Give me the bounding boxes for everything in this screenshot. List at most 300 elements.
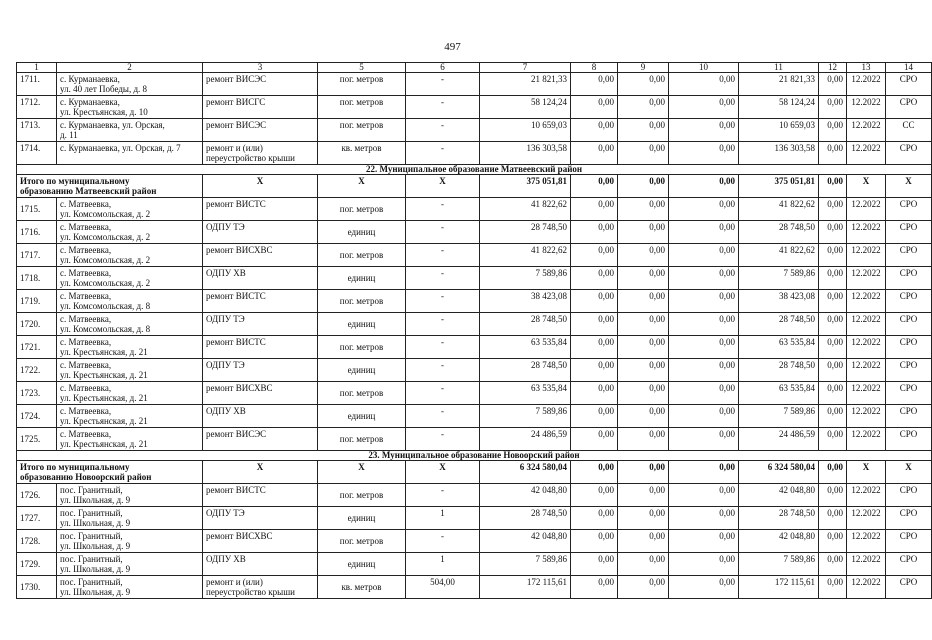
row-number: 1729. <box>17 553 57 576</box>
housing-repair-table <box>16 62 932 599</box>
row-col12: 0,00 <box>819 119 847 142</box>
address-line: ул. Крестьянская, д. 21 <box>60 370 148 380</box>
address-line: ул. Комсомольская, д. 8 <box>60 324 151 334</box>
table-row <box>17 507 932 530</box>
column-header: 1 <box>17 63 57 73</box>
section-title-row <box>17 451 932 461</box>
row-col8: 0,00 <box>571 267 618 290</box>
row-col10: 0,00 <box>669 576 739 599</box>
row-quantity: - <box>406 73 480 96</box>
row-method: СРО <box>886 313 932 336</box>
row-unit: пог. метров <box>318 484 406 507</box>
row-total-cost: 41 822,62 <box>480 198 571 221</box>
row-unit: единиц <box>318 359 406 382</box>
row-address <box>57 382 203 405</box>
row-total-cost: 136 303,58 <box>480 142 571 165</box>
row-work-type <box>203 198 318 221</box>
address-line: ул. Школьная, д. 9 <box>60 495 131 505</box>
row-col12: 0,00 <box>819 359 847 382</box>
row-col12: 0,00 <box>819 507 847 530</box>
row-quantity: - <box>406 530 480 553</box>
total-x: Х <box>886 461 932 484</box>
row-col12: 0,00 <box>819 405 847 428</box>
row-work-type <box>203 382 318 405</box>
total-col10: 0,00 <box>669 461 739 484</box>
row-method: СРО <box>886 336 932 359</box>
row-work-type <box>203 336 318 359</box>
row-number: 1721. <box>17 336 57 359</box>
row-unit: единиц <box>318 405 406 428</box>
row-quantity: - <box>406 290 480 313</box>
row-address <box>57 221 203 244</box>
row-quantity: 1 <box>406 507 480 530</box>
row-completion-date: 12.2022 <box>847 382 886 405</box>
row-completion-date: 12.2022 <box>847 530 886 553</box>
row-method: СРО <box>886 530 932 553</box>
table-row <box>17 428 932 451</box>
row-col9: 0,00 <box>618 221 669 244</box>
row-col11: 7 589,86 <box>739 553 819 576</box>
table-body <box>17 63 932 599</box>
row-number: 1724. <box>17 405 57 428</box>
total-col11: 6 324 580,04 <box>739 461 819 484</box>
work-type-line: ОДПУ ХВ <box>206 406 246 416</box>
row-work-type <box>203 405 318 428</box>
work-type-line: ремонт ВИСТС <box>206 485 266 495</box>
row-col12: 0,00 <box>819 313 847 336</box>
row-col11: 7 589,86 <box>739 405 819 428</box>
address-line: с. Матвеевка, <box>60 199 112 209</box>
address-line: с. Матвеевка, <box>60 222 112 232</box>
total-label <box>17 461 203 484</box>
table-row <box>17 221 932 244</box>
row-number: 1723. <box>17 382 57 405</box>
row-col10: 0,00 <box>669 119 739 142</box>
row-col12: 0,00 <box>819 221 847 244</box>
address-line: с. Курманаевка, <box>60 74 120 84</box>
row-col11: 21 821,33 <box>739 73 819 96</box>
row-number: 1715. <box>17 198 57 221</box>
work-type-line: ремонт ВИСХВС <box>206 383 273 393</box>
row-col9: 0,00 <box>618 142 669 165</box>
row-work-type <box>203 96 318 119</box>
address-line: ул. 40 лет Победы, д. 8 <box>60 84 148 94</box>
row-col12: 0,00 <box>819 142 847 165</box>
row-col10: 0,00 <box>669 198 739 221</box>
row-method: СРО <box>886 382 932 405</box>
row-total-cost: 42 048,80 <box>480 530 571 553</box>
row-total-cost: 21 821,33 <box>480 73 571 96</box>
work-type-line: ОДПУ ХВ <box>206 268 246 278</box>
row-completion-date: 12.2022 <box>847 267 886 290</box>
row-col10: 0,00 <box>669 290 739 313</box>
row-unit: пог. метров <box>318 382 406 405</box>
row-col10: 0,00 <box>669 267 739 290</box>
row-completion-date: 12.2022 <box>847 142 886 165</box>
row-col10: 0,00 <box>669 484 739 507</box>
row-col8: 0,00 <box>571 405 618 428</box>
table-row <box>17 382 932 405</box>
row-work-type <box>203 221 318 244</box>
row-address <box>57 359 203 382</box>
row-quantity: - <box>406 244 480 267</box>
row-address <box>57 244 203 267</box>
row-col12: 0,00 <box>819 244 847 267</box>
address-line: ул. Крестьянская, д. 21 <box>60 439 148 449</box>
total-label-line: образованию Новоорский район <box>20 472 152 482</box>
row-method: СРО <box>886 405 932 428</box>
section-total-row <box>17 461 932 484</box>
work-type-line: ОДПУ ТЭ <box>206 314 245 324</box>
address-line: с. Курманаевка, <box>60 97 120 107</box>
row-col8: 0,00 <box>571 484 618 507</box>
row-col8: 0,00 <box>571 530 618 553</box>
row-col11: 28 748,50 <box>739 359 819 382</box>
row-address <box>57 313 203 336</box>
row-work-type <box>203 507 318 530</box>
total-label-line: Итого по муниципальному <box>20 176 130 186</box>
total-x: Х <box>318 175 406 198</box>
row-col10: 0,00 <box>669 428 739 451</box>
address-line: пос. Гранитный, <box>60 531 123 541</box>
work-type-line: ремонт ВИСХВС <box>206 245 273 255</box>
row-method: СРО <box>886 428 932 451</box>
row-col11: 28 748,50 <box>739 313 819 336</box>
row-col11: 28 748,50 <box>739 507 819 530</box>
table-row <box>17 290 932 313</box>
row-quantity: 504,00 <box>406 576 480 599</box>
row-unit: пог. метров <box>318 290 406 313</box>
column-header: 7 <box>480 63 571 73</box>
row-col8: 0,00 <box>571 336 618 359</box>
table-row <box>17 96 932 119</box>
row-col9: 0,00 <box>618 484 669 507</box>
row-col12: 0,00 <box>819 428 847 451</box>
row-col8: 0,00 <box>571 198 618 221</box>
row-col11: 42 048,80 <box>739 530 819 553</box>
work-type-line: ремонт и (или) <box>206 143 263 153</box>
row-unit: единиц <box>318 553 406 576</box>
row-method: СРО <box>886 198 932 221</box>
row-completion-date: 12.2022 <box>847 96 886 119</box>
address-line: ул. Комсомольская, д. 2 <box>60 278 151 288</box>
table-row <box>17 484 932 507</box>
row-total-cost: 58 124,24 <box>480 96 571 119</box>
row-col8: 0,00 <box>571 244 618 267</box>
row-unit: пог. метров <box>318 73 406 96</box>
row-address <box>57 267 203 290</box>
row-col11: 41 822,62 <box>739 244 819 267</box>
row-col11: 38 423,08 <box>739 290 819 313</box>
row-method: СРО <box>886 484 932 507</box>
row-completion-date: 12.2022 <box>847 428 886 451</box>
column-header: 8 <box>571 63 618 73</box>
work-type-line: ОДПУ ХВ <box>206 554 246 564</box>
table-row <box>17 267 932 290</box>
row-col9: 0,00 <box>618 405 669 428</box>
row-method: СРО <box>886 290 932 313</box>
row-completion-date: 12.2022 <box>847 119 886 142</box>
row-col8: 0,00 <box>571 428 618 451</box>
total-col9: 0,00 <box>618 175 669 198</box>
row-col8: 0,00 <box>571 576 618 599</box>
row-total-cost: 41 822,62 <box>480 244 571 267</box>
row-work-type <box>203 142 318 165</box>
address-line: ул. Школьная, д. 9 <box>60 541 131 551</box>
row-method: СРО <box>886 142 932 165</box>
table-row <box>17 576 932 599</box>
row-col10: 0,00 <box>669 336 739 359</box>
column-header: 2 <box>57 63 203 73</box>
row-number: 1718. <box>17 267 57 290</box>
row-quantity: - <box>406 336 480 359</box>
row-col11: 172 115,61 <box>739 576 819 599</box>
row-total-cost: 10 659,03 <box>480 119 571 142</box>
row-number: 1716. <box>17 221 57 244</box>
address-line: ул. Комсомольская, д. 2 <box>60 255 151 265</box>
row-number: 1727. <box>17 507 57 530</box>
row-unit: пог. метров <box>318 198 406 221</box>
row-total-cost: 28 748,50 <box>480 313 571 336</box>
row-address <box>57 142 203 165</box>
row-completion-date: 12.2022 <box>847 290 886 313</box>
section-title: 22. Муниципальное образование Матвеевский район <box>17 165 932 175</box>
row-work-type <box>203 553 318 576</box>
row-unit: кв. метров <box>318 576 406 599</box>
row-work-type <box>203 530 318 553</box>
row-col9: 0,00 <box>618 313 669 336</box>
row-completion-date: 12.2022 <box>847 221 886 244</box>
row-address <box>57 405 203 428</box>
row-col8: 0,00 <box>571 73 618 96</box>
row-address <box>57 576 203 599</box>
row-unit: единиц <box>318 267 406 290</box>
total-x: Х <box>847 175 886 198</box>
work-type-line: ремонт ВИСТС <box>206 291 266 301</box>
row-work-type <box>203 359 318 382</box>
row-col10: 0,00 <box>669 553 739 576</box>
column-header: 9 <box>618 63 669 73</box>
row-work-type <box>203 428 318 451</box>
total-x: Х <box>203 461 318 484</box>
row-total-cost: 63 535,84 <box>480 382 571 405</box>
total-x: Х <box>847 461 886 484</box>
total-col8: 0,00 <box>571 461 618 484</box>
row-address <box>57 119 203 142</box>
row-col10: 0,00 <box>669 405 739 428</box>
row-col8: 0,00 <box>571 313 618 336</box>
total-col10: 0,00 <box>669 175 739 198</box>
address-line: с. Матвеевка, <box>60 383 112 393</box>
row-quantity: - <box>406 119 480 142</box>
row-quantity: - <box>406 382 480 405</box>
table-row <box>17 336 932 359</box>
row-completion-date: 12.2022 <box>847 73 886 96</box>
address-line: с. Матвеевка, <box>60 360 112 370</box>
total-sum: 375 051,81 <box>480 175 571 198</box>
row-address <box>57 73 203 96</box>
address-line: ул. Крестьянская, д. 21 <box>60 393 148 403</box>
column-header: 6 <box>406 63 480 73</box>
row-col12: 0,00 <box>819 290 847 313</box>
total-x: Х <box>886 175 932 198</box>
row-total-cost: 28 748,50 <box>480 507 571 530</box>
row-col8: 0,00 <box>571 382 618 405</box>
row-col12: 0,00 <box>819 336 847 359</box>
row-address <box>57 507 203 530</box>
column-header: 3 <box>203 63 318 73</box>
row-col11: 42 048,80 <box>739 484 819 507</box>
row-total-cost: 172 115,61 <box>480 576 571 599</box>
row-unit: кв. метров <box>318 142 406 165</box>
row-col10: 0,00 <box>669 221 739 244</box>
row-col8: 0,00 <box>571 221 618 244</box>
address-line: ул. Крестьянская, д. 21 <box>60 416 148 426</box>
table-row <box>17 244 932 267</box>
row-col10: 0,00 <box>669 96 739 119</box>
row-unit: пог. метров <box>318 530 406 553</box>
page-number: 497 <box>444 41 461 53</box>
work-type-line: ремонт ВИСТС <box>206 337 266 347</box>
row-quantity: - <box>406 359 480 382</box>
row-total-cost: 42 048,80 <box>480 484 571 507</box>
row-col11: 7 589,86 <box>739 267 819 290</box>
address-line: с. Курманаевка, ул. Орская, д. 7 <box>60 143 181 153</box>
total-label <box>17 175 203 198</box>
row-col11: 41 822,62 <box>739 198 819 221</box>
row-col10: 0,00 <box>669 142 739 165</box>
address-line: с. Курманаевка, ул. Орская, <box>60 120 165 130</box>
row-col11: 136 303,58 <box>739 142 819 165</box>
row-col12: 0,00 <box>819 73 847 96</box>
row-col12: 0,00 <box>819 198 847 221</box>
row-total-cost: 38 423,08 <box>480 290 571 313</box>
row-total-cost: 7 589,86 <box>480 553 571 576</box>
work-type-line: ремонт и (или) <box>206 577 263 587</box>
row-address <box>57 336 203 359</box>
row-number: 1713. <box>17 119 57 142</box>
row-number: 1722. <box>17 359 57 382</box>
row-number: 1712. <box>17 96 57 119</box>
row-method: СРО <box>886 553 932 576</box>
row-col11: 10 659,03 <box>739 119 819 142</box>
address-line: пос. Гранитный, <box>60 577 123 587</box>
row-col10: 0,00 <box>669 382 739 405</box>
row-address <box>57 553 203 576</box>
total-x: Х <box>318 461 406 484</box>
row-method: СРО <box>886 73 932 96</box>
row-total-cost: 63 535,84 <box>480 336 571 359</box>
total-col12: 0,00 <box>819 461 847 484</box>
table-row <box>17 142 932 165</box>
address-line: пос. Гранитный, <box>60 485 123 495</box>
row-col9: 0,00 <box>618 73 669 96</box>
work-type-line: ремонт ВИСЭС <box>206 120 267 130</box>
row-method: СРО <box>886 267 932 290</box>
row-work-type <box>203 244 318 267</box>
row-col12: 0,00 <box>819 576 847 599</box>
row-method: СС <box>886 119 932 142</box>
work-type-line: ремонт ВИСТС <box>206 199 266 209</box>
row-col9: 0,00 <box>618 382 669 405</box>
column-header: 10 <box>669 63 739 73</box>
table-row <box>17 359 932 382</box>
address-line: ул. Комсомольская, д. 2 <box>60 209 151 219</box>
row-col11: 28 748,50 <box>739 221 819 244</box>
row-total-cost: 28 748,50 <box>480 359 571 382</box>
column-number-header <box>17 63 932 73</box>
row-completion-date: 12.2022 <box>847 336 886 359</box>
table-row <box>17 405 932 428</box>
row-col9: 0,00 <box>618 553 669 576</box>
address-line: ул. Крестьянская, д. 21 <box>60 347 148 357</box>
row-method: СРО <box>886 359 932 382</box>
row-number: 1719. <box>17 290 57 313</box>
row-col9: 0,00 <box>618 428 669 451</box>
row-quantity: 1 <box>406 553 480 576</box>
row-work-type <box>203 73 318 96</box>
address-line: с. Матвеевка, <box>60 245 112 255</box>
address-line: пос. Гранитный, <box>60 508 123 518</box>
row-method: СРО <box>886 507 932 530</box>
work-type-line: ремонт ВИСЭС <box>206 429 267 439</box>
row-col10: 0,00 <box>669 73 739 96</box>
row-number: 1728. <box>17 530 57 553</box>
row-completion-date: 12.2022 <box>847 244 886 267</box>
address-line: ул. Школьная, д. 9 <box>60 564 131 574</box>
table-row <box>17 313 932 336</box>
row-completion-date: 12.2022 <box>847 405 886 428</box>
work-type-line: ОДПУ ТЭ <box>206 222 245 232</box>
total-col12: 0,00 <box>819 175 847 198</box>
row-quantity: - <box>406 221 480 244</box>
address-line: с. Матвеевка, <box>60 268 112 278</box>
row-col9: 0,00 <box>618 336 669 359</box>
table-row <box>17 553 932 576</box>
row-col8: 0,00 <box>571 142 618 165</box>
total-x: Х <box>406 461 480 484</box>
row-total-cost: 28 748,50 <box>480 221 571 244</box>
row-work-type <box>203 119 318 142</box>
total-col11: 375 051,81 <box>739 175 819 198</box>
row-col9: 0,00 <box>618 290 669 313</box>
address-line: ул. Комсомольская, д. 8 <box>60 301 151 311</box>
row-number: 1714. <box>17 142 57 165</box>
row-quantity: - <box>406 313 480 336</box>
row-col11: 24 486,59 <box>739 428 819 451</box>
row-col11: 63 535,84 <box>739 336 819 359</box>
row-completion-date: 12.2022 <box>847 507 886 530</box>
row-completion-date: 12.2022 <box>847 576 886 599</box>
row-unit: пог. метров <box>318 244 406 267</box>
row-col10: 0,00 <box>669 244 739 267</box>
column-header: 12 <box>819 63 847 73</box>
row-unit: пог. метров <box>318 96 406 119</box>
work-type-line: ремонт ВИСЭС <box>206 74 267 84</box>
table-row <box>17 119 932 142</box>
address-line: с. Матвеевка, <box>60 337 112 347</box>
row-total-cost: 24 486,59 <box>480 428 571 451</box>
row-col10: 0,00 <box>669 507 739 530</box>
row-unit: пог. метров <box>318 119 406 142</box>
row-col12: 0,00 <box>819 382 847 405</box>
work-type-line: ремонт ВИСГС <box>206 97 266 107</box>
row-number: 1717. <box>17 244 57 267</box>
total-col8: 0,00 <box>571 175 618 198</box>
address-line: ул. Школьная, д. 9 <box>60 518 131 528</box>
address-line: с. Матвеевка, <box>60 406 112 416</box>
row-completion-date: 12.2022 <box>847 313 886 336</box>
